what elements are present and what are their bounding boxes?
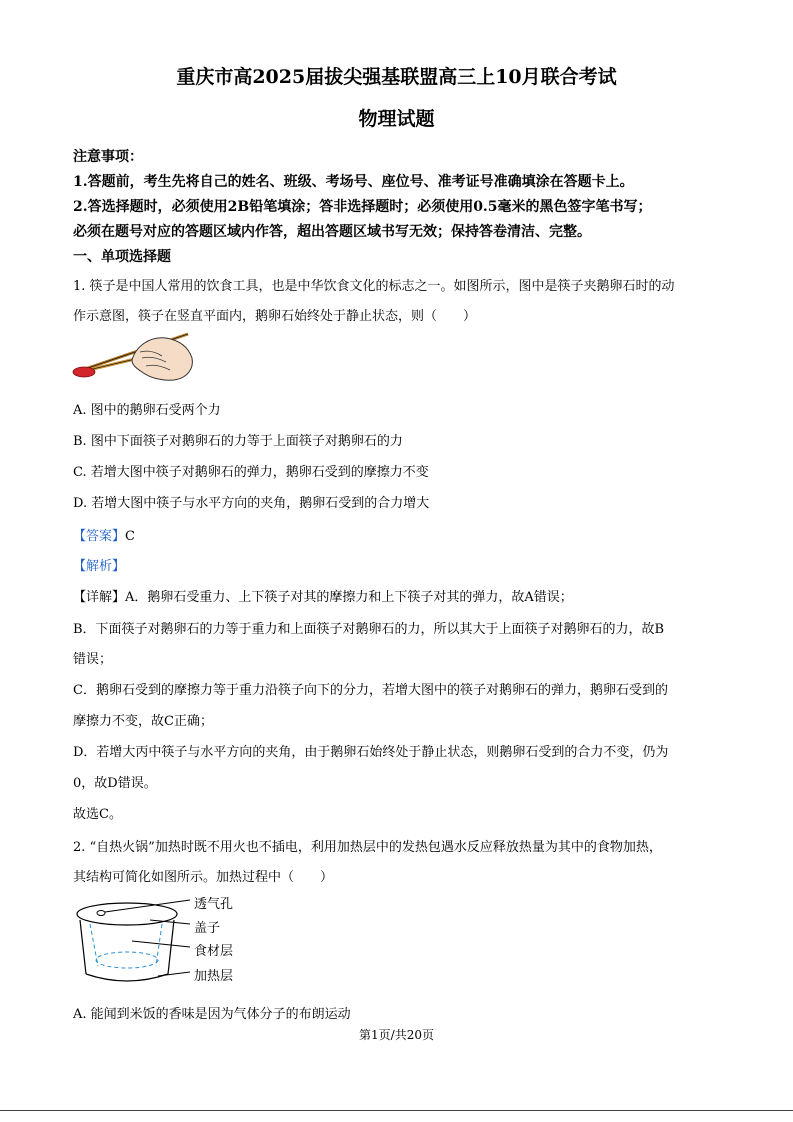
page-footer: 第1页/共20页: [359, 1028, 434, 1042]
q2-option-a: A. 能闻到米饭的香味是因为气体分子的布朗运动: [73, 1007, 351, 1022]
notice-line-1: 1.答题前，考生先将自己的姓名、班级、考场号、座位号、准考证号准确填涂在答题卡上。: [73, 174, 634, 190]
detail-d-line-2: 0，故D错误。: [73, 776, 157, 791]
detail-tag: 【详解】: [73, 590, 126, 605]
detail-b-line-1: B．下面筷子对鹅卵石的力等于重力和上面筷子对鹅卵石的力，所以其大于上面筷子对鹅卵石的力，故B: [73, 622, 665, 637]
detail-d-line-1: D．若增大丙中筷子与水平方向的夹角，由于鹅卵石始终处于静止状态，则鹅卵石受到的合力不变，仍为: [73, 745, 669, 760]
label-heating-layer: 加热层: [194, 969, 234, 984]
analysis-tag: 【解析】: [73, 559, 126, 574]
q1-option-d: D. 若增大图中筷子与水平方向的夹角，鹅卵石受到的合力增大: [73, 496, 430, 511]
q1-stem-line-2: 作示意图，筷子在竖直平面内，鹅卵石始终处于静止状态，则（ ）: [73, 309, 477, 324]
exam-subtitle: 物理试题: [358, 108, 435, 130]
label-food-layer: 食材层: [194, 944, 234, 959]
detail-c-line-2: 摩擦力不变，故C正确；: [73, 714, 213, 729]
section-heading: 一、单项选择题: [73, 249, 171, 265]
notice-line-2: 2.答选择题时，必须使用2B铅笔填涂；答非选择题时；必须使用0.5毫米的黑色签字笔书写；: [73, 199, 652, 215]
notice-line-3: 必须在题号对应的答题区域内作答，超出答题区域书写无效；保持答卷清洁、完整。: [73, 224, 591, 240]
bottom-rule: [0, 1110, 793, 1111]
q1-option-a: A. 图中的鹅卵石受两个力: [73, 403, 221, 418]
label-vent-hole: 透气孔: [194, 897, 234, 912]
q1-conclusion: 故选C。: [73, 807, 122, 822]
q2-stem-line-1: 2. “自热火锅”加热时既不用火也不插电，利用加热层中的发热包遇水反应释放热量为其中的食物加热，: [73, 840, 662, 855]
notice-heading: 注意事项：: [73, 149, 143, 165]
q1-stem-line-1: 1. 筷子是中国人常用的饮食工具，也是中华饮食文化的标志之一。如图所示，图中是筷子夹鹅卵石时的动: [73, 279, 675, 294]
q1-answer: [73, 525, 135, 544]
answer-value: C: [125, 529, 135, 544]
detail-a-text: A．鹅卵石受重力、上下筷子对其的摩擦力和上下筷子对其的弹力，故A错误；: [125, 590, 573, 605]
q1-option-b: B. 图中下面筷子对鹅卵石的力等于上面筷子对鹅卵石的力: [73, 434, 403, 449]
label-lid: 盖子: [194, 921, 221, 936]
exam-title: 重庆市高2025届拔尖强基联盟高三上10月联合考试: [176, 66, 617, 88]
detail-a: [73, 586, 573, 605]
answer-tag: 【答案】: [73, 529, 126, 544]
detail-b-line-2: 错误；: [73, 652, 113, 667]
chopsticks-figure: [70, 328, 200, 384]
q1-option-c: C. 若增大图中筷子对鹅卵石的弹力，鹅卵石受到的摩擦力不变: [73, 465, 429, 480]
q2-stem-line-2: 其结构可简化如图所示。加热过程中（ ）: [73, 870, 334, 885]
detail-c-line-1: C．鹅卵石受到的摩擦力等于重力沿筷子向下的分力，若增大图中的筷子对鹅卵石的弹力，鹅卵石受到的: [73, 683, 668, 698]
